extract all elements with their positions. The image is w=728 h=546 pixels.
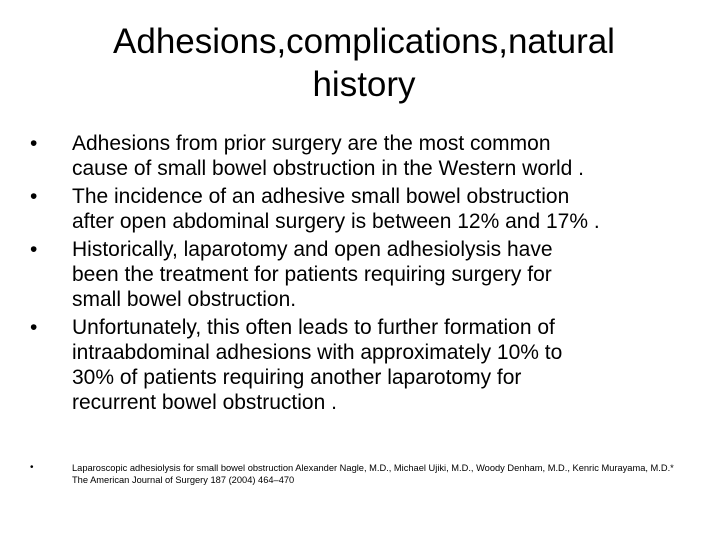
reference-line-2: The American Journal of Surgery 187 (2004) 464–470 bbox=[72, 475, 295, 485]
bullet-line: been the treatment for patients requiring surgery for bbox=[72, 263, 552, 286]
bullet-icon: • bbox=[30, 238, 38, 261]
reference-citation bbox=[30, 462, 710, 486]
reference-line-1: Laparoscopic adhesiolysis for small bowel obstruction Alexander Nagle, M.D., Michael Ujiki, M.D., Woody Denham, M.D., Kenric Murayama, M.D.* bbox=[72, 463, 674, 473]
bullet-line: Historically, laparotomy and open adhesiolysis have bbox=[72, 238, 553, 261]
bullet-item bbox=[30, 131, 710, 181]
bullet-line: Adhesions from prior surgery are the most common bbox=[72, 132, 551, 155]
bullet-line: Unfortunately, this often leads to further formation of bbox=[72, 316, 555, 339]
bullet-item bbox=[30, 315, 710, 415]
title-line-1: Adhesions,complications,natural bbox=[113, 22, 615, 61]
bullet-item bbox=[30, 237, 710, 312]
bullet-line: small bowel obstruction. bbox=[72, 288, 297, 311]
bullet-icon: • bbox=[30, 185, 38, 208]
bullet-line: after open abdominal surgery is between 12% and 17% . bbox=[72, 210, 600, 233]
bullet-icon: • bbox=[30, 132, 38, 155]
bullet-line: recurrent bowel obstruction . bbox=[72, 391, 337, 414]
bullet-line: intraabdominal adhesions with approximately 10% to bbox=[72, 341, 563, 364]
bullet-icon: • bbox=[30, 316, 38, 339]
bullet-icon: • bbox=[30, 462, 34, 473]
bullet-line: 30% of patients requiring another laparotomy for bbox=[72, 366, 522, 389]
bullet-line: cause of small bowel obstruction in the Western world . bbox=[72, 157, 585, 180]
bullet-list bbox=[30, 131, 710, 418]
title-line-2: history bbox=[312, 65, 416, 104]
slide-title bbox=[36, 20, 692, 106]
bullet-item bbox=[30, 184, 710, 234]
bullet-line: The incidence of an adhesive small bowel obstruction bbox=[72, 185, 570, 208]
